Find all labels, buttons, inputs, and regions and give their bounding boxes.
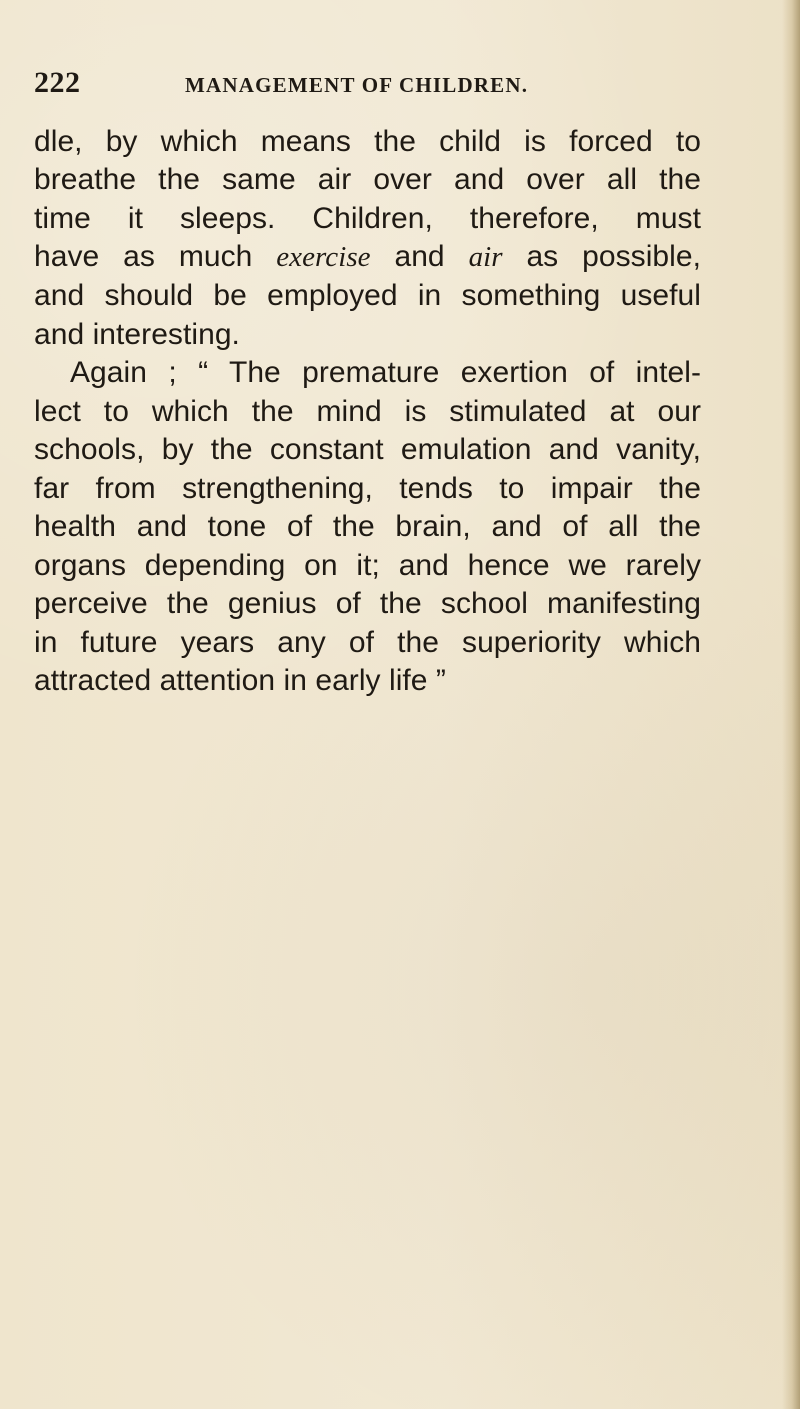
text-segment: have as much xyxy=(34,240,277,273)
text-line: and should be employed in something useful xyxy=(34,279,701,312)
text-line: schools, by the constant emulation and vanity, xyxy=(34,433,701,466)
page-header xyxy=(34,68,734,100)
italic-emphasis: exercise xyxy=(276,241,371,273)
text-line: perceive the genius of the school manifesting xyxy=(34,587,701,620)
page-number: 222 xyxy=(34,66,81,99)
text-line-with-italics xyxy=(34,239,701,277)
page-edge-shadow xyxy=(782,0,800,1409)
running-head: MANAGEMENT OF CHILDREN. xyxy=(185,73,529,97)
text-line: breathe the same air over and over all the xyxy=(34,163,701,196)
italic-emphasis: air xyxy=(468,241,503,273)
text-line: lect to which the mind is stimulated at our xyxy=(34,395,701,428)
text-line: in future years any of the superiority which xyxy=(34,626,701,659)
text-line: attracted attention in early life ” xyxy=(34,664,446,697)
paragraph-start-line: Again ; “ The premature exertion of intel- xyxy=(70,356,701,389)
text-line: dle, by which means the child is forced to xyxy=(34,125,701,158)
text-line: health and tone of the brain, and of all the xyxy=(34,510,701,543)
text-segment: as possible, xyxy=(502,240,701,273)
text-segment: and xyxy=(370,240,469,273)
text-line: and interesting. xyxy=(34,318,240,351)
text-line: organs depending on it; and hence we rarely xyxy=(34,549,701,582)
text-line: far from strengthening, tends to impair the xyxy=(34,472,701,505)
text-line: time it sleeps. Children, therefore, must xyxy=(34,202,701,235)
